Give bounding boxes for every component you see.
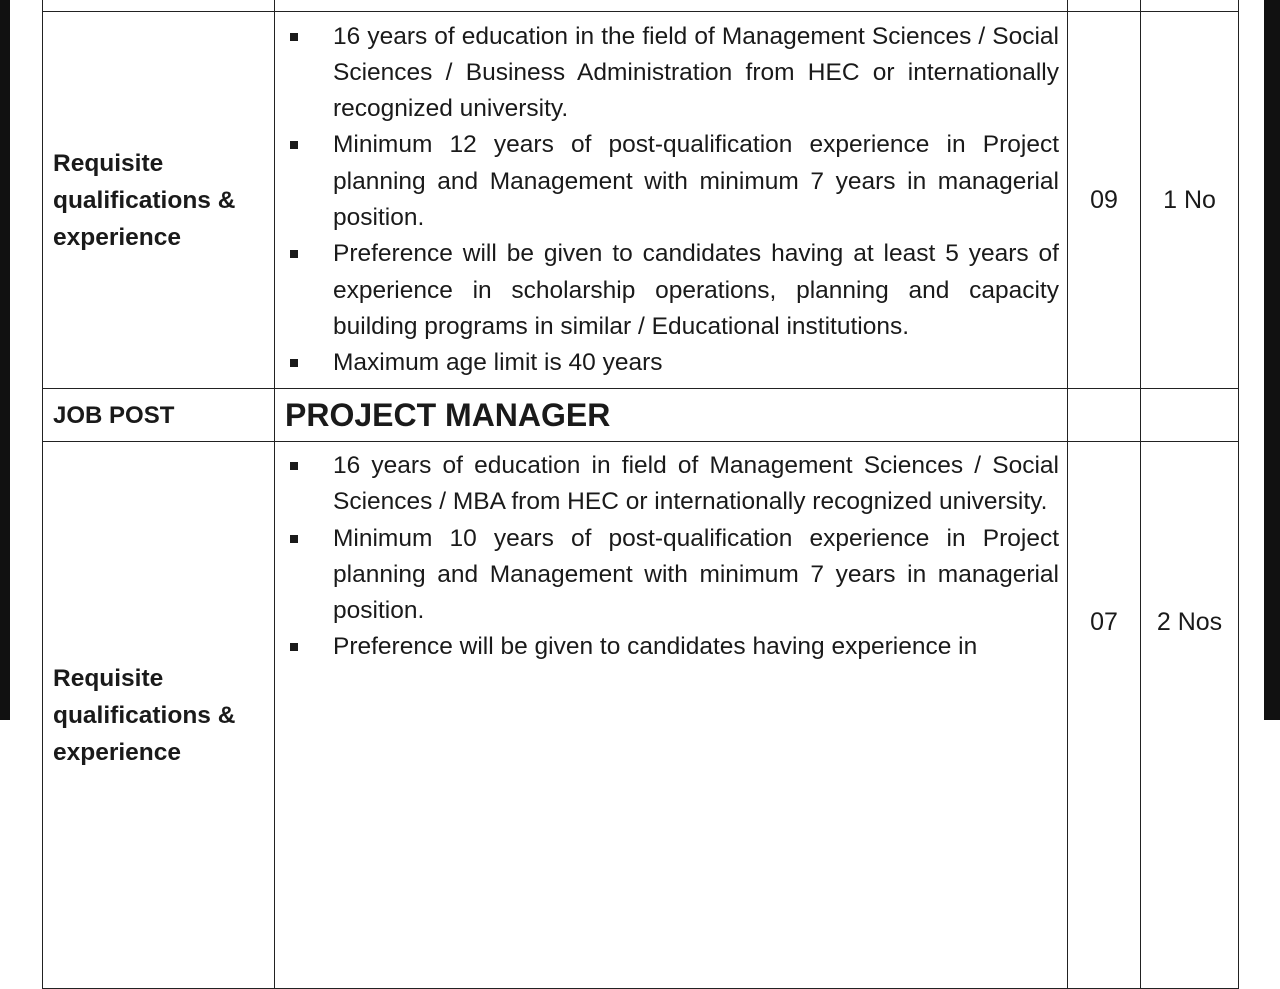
requisite-qualifications-label: Requisite qualifications & experience: [43, 442, 275, 989]
list-item: [285, 629, 1059, 665]
list-item: [285, 127, 1059, 236]
square-bullet-icon: [290, 462, 298, 470]
bullet-text: 16 years of education in field of Management Sciences / Social Sciences / MBA from HEC or internationally recognized university.: [333, 452, 1059, 516]
table-row-qualifications-2: [43, 442, 1239, 989]
bullet-text: Preference will be given to candidates having experience in: [333, 633, 978, 661]
qualifications-description: [275, 12, 1068, 389]
square-bullet-icon: [290, 359, 298, 367]
square-bullet-icon: [290, 33, 298, 41]
list-item: [285, 345, 1059, 381]
list-item: [285, 448, 1059, 521]
bullet-text: Preference will be given to candidates having at least 5 years of experience in scholarship operations, planning and capacity building programs in similar / Educational institutions.: [333, 240, 1059, 340]
table-cell: [1068, 0, 1141, 12]
square-bullet-icon: [290, 643, 298, 651]
table-row-job-post: [43, 389, 1239, 442]
qualifications-description: [275, 442, 1068, 989]
requisite-qualifications-label: Requisite qualifications & experience: [43, 12, 275, 389]
bullet-text: Minimum 10 years of post-qualification experience in Project planning and Management with minimum 7 years in managerial position.: [333, 524, 1059, 625]
square-bullet-icon: [290, 535, 298, 543]
list-item: [285, 236, 1059, 345]
page-left-border: [0, 0, 10, 720]
bps-value: 07: [1068, 442, 1141, 989]
qualifications-bullet-list: [285, 448, 1059, 666]
table-cell: [1141, 389, 1239, 442]
job-requirements-table: [42, 0, 1239, 989]
table-cell: [275, 0, 1068, 12]
table-row-qualifications-1: [43, 12, 1239, 389]
list-item: [285, 521, 1059, 630]
square-bullet-icon: [290, 141, 298, 149]
number-of-posts: 1 No: [1141, 12, 1239, 389]
table-cell: [43, 0, 275, 12]
bullet-text: Minimum 12 years of post-qualification experience in Project planning and Management with minimum 7 years in managerial position.: [333, 131, 1059, 231]
table-cell: [1141, 0, 1239, 12]
table-cell: [1068, 389, 1141, 442]
qualifications-bullet-list: [285, 19, 1059, 382]
bullet-text: 16 years of education in the field of Management Sciences / Social Sciences / Business Administration from HEC or internationally recognized university.: [333, 22, 1059, 123]
list-item: [285, 19, 1059, 128]
table-row-previous: [43, 0, 1239, 12]
page-right-border: [1264, 0, 1280, 720]
job-post-label: JOB POST: [43, 389, 275, 442]
square-bullet-icon: [290, 250, 298, 258]
bullet-text: Maximum age limit is 40 years: [333, 349, 663, 377]
number-of-posts: 2 Nos: [1141, 442, 1239, 989]
job-post-title: PROJECT MANAGER: [275, 389, 1068, 442]
bps-value: 09: [1068, 12, 1141, 389]
